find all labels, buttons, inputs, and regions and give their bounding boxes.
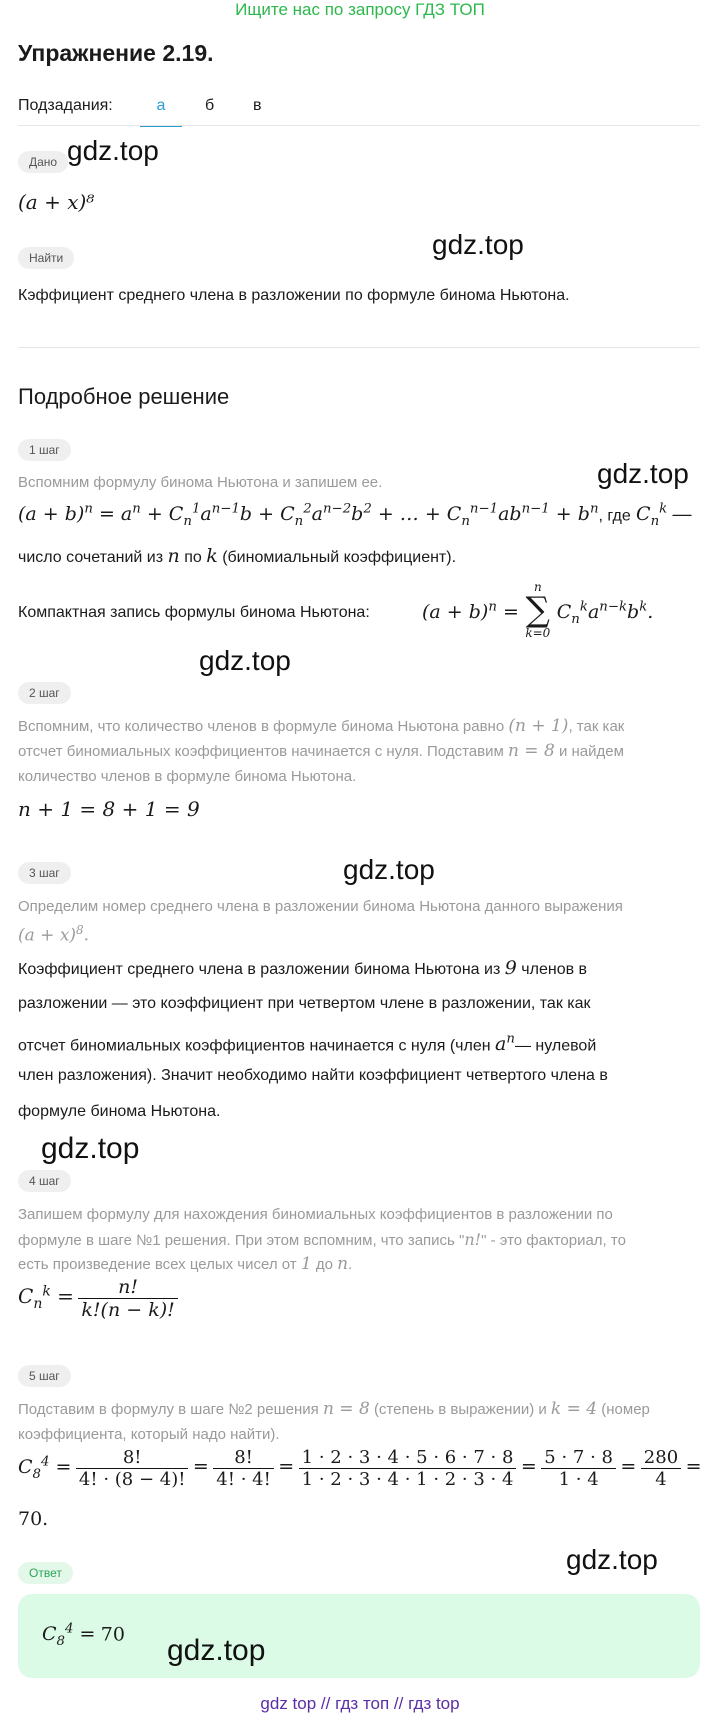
step2-line3: количество членов в формуле бинома Ньютона.: [18, 768, 357, 785]
compact-formula: $(a + b)^n$ = n ∑ k=0 $C_n^ka^{n-k}b^k$.: [422, 580, 654, 640]
section-divider: [18, 347, 700, 348]
where-word: , где: [598, 507, 631, 525]
step4-line1: Запишем формулу для нахождения биномиальных коэффициентов в разложении по: [18, 1206, 613, 1223]
step5-calculation: $C_8^4$ = $\frac{8!}{4! \cdot (8 - 4)!}$ = $\frac{8!}{4! \cdot 4!}$ = $\frac{1 \cdot 2 \cdot 3 \cdot 4 \cdot 5 \cdot 6 \cdot 7 \cdot 8}{1 \cdot 2 \cdot 3 \cdot 4 \cdot 1 \cdot 2 \cdot 3 \cdot 4}$ = $\frac{5 \cdot 7 \cdot 8}{1 \cdot 4}$ = $\frac{280}{4}$ =: [18, 1447, 702, 1490]
watermark: gdz.top: [167, 1634, 266, 1667]
subtasks-divider: [18, 125, 700, 126]
binomial-formula: $(a + b)^n = a^n + C_n^1a^{n-1}b + C_n^2a^{n-2}b^2$ + … + $C_n^{n-1}ab^{n-1} + b^n$, где $C_n^k$ —: [18, 502, 692, 530]
step1-intro: Вспомним формулу бинома Ньютона и запишем ее.: [18, 474, 383, 491]
step2-calc: n + 1 = 8 + 1 = 9: [18, 797, 200, 821]
search-banner: Ищите нас по запросу ГДЗ ТОП: [235, 0, 485, 19]
step3-p5: формуле бинома Ньютона.: [18, 1103, 221, 1120]
step4-line3a: есть произведение всех целых чисел от: [18, 1256, 297, 1273]
step2-line2a: отсчет биномиальных коэффициентов начинается с нуля. Подставим: [18, 743, 504, 760]
step3-p3: отсчет биномиальных коэффициентов начинается с нуля (член $a^n—$ нулевой: [18, 1032, 597, 1056]
step2-chip: 2 шаг: [18, 682, 71, 704]
solution-title: Подробное решение: [18, 384, 230, 409]
step1-tail-c: (биномиальный коэффициент).: [222, 549, 457, 566]
step4-line3: есть произведение всех целых чисел от 1 до n.: [18, 1254, 353, 1274]
watermark: gdz.top: [432, 229, 524, 260]
tab-v[interactable]: в: [253, 97, 262, 114]
step1-tail: число сочетаний из n по k (биномиальный коэффициент).: [18, 545, 457, 567]
watermark: gdz.top: [343, 854, 435, 885]
answer-formula: $C_8^4 = 70$: [42, 1622, 125, 1650]
step5-line2: коэффициента, который надо найти).: [18, 1426, 280, 1443]
page-title: Упражнение 2.19.: [18, 40, 214, 66]
step4-line2a: формуле в шаге №1 решения. При этом вспомним, что запись ": [18, 1232, 465, 1249]
watermark: gdz.top: [597, 458, 689, 489]
tab-a[interactable]: а: [140, 97, 182, 127]
step3-intro: Определим номер среднего члена в разложении бинома Ньютона данного выражения: [18, 898, 623, 915]
step3-expr: $(a + x)^8$.: [18, 923, 90, 946]
step4-line3b: до: [315, 1256, 333, 1273]
answer-chip: Ответ: [18, 1562, 73, 1584]
step4-chip: 4 шаг: [18, 1170, 71, 1192]
tab-b[interactable]: б: [205, 97, 215, 114]
compact-label: Компактная запись формулы бинома Ньютона:: [18, 604, 370, 621]
subtasks-label: Подзадания:: [18, 97, 113, 114]
step4-line2: формуле в шаге №1 решения. При этом вспомним, что запись "n!" - это факториал, то: [18, 1230, 626, 1249]
watermark: gdz.top: [566, 1544, 658, 1575]
step5-chip: 5 шаг: [18, 1365, 71, 1387]
step5-line1b: (степень в выражении) и: [373, 1401, 547, 1418]
step2-line1b: , так как: [568, 718, 625, 735]
step2-line2: отсчет биномиальных коэффициентов начинается с нуля. Подставим n = 8 и найдем: [18, 741, 624, 761]
step1-tail-b: по: [184, 549, 202, 566]
given-chip: Дано: [18, 151, 68, 173]
step3-p2: разложении — это коэффициент при четвертом члене в разложении, так как: [18, 995, 591, 1012]
find-chip: Найти: [18, 247, 74, 269]
step5-result: 70.: [18, 1508, 49, 1530]
step3-p4: член разложения). Значит необходимо найти коэффициент четвертого члена в: [18, 1067, 608, 1084]
step3-p3a: отсчет биномиальных коэффициентов начинается с нуля (член: [18, 1037, 491, 1055]
watermark: gdz.top: [67, 135, 159, 166]
footer-links[interactable]: gdz top // гдз топ // гдз top: [260, 1694, 460, 1713]
step5-line1: Подставим в формулу в шаге №2 решения n = 8 (степень в выражении) и k = 4 (номер: [18, 1399, 650, 1419]
combination-formula: $C_n^k$ = $\frac{n!}{k!(n - k)!}$: [18, 1276, 178, 1321]
answer-value: 70: [100, 1623, 125, 1646]
step3-p1a: Коэффициент среднего члена в разложении бинома Ньютона из: [18, 961, 501, 978]
step5-line1c: (номер: [601, 1401, 650, 1418]
step1-chip: 1 шаг: [18, 439, 71, 461]
step2-line1: Вспомним, что количество членов в формуле бинома Ньютона равно (n + 1), так как: [18, 716, 625, 736]
step4-line2b: " - это факториал, то: [481, 1232, 626, 1249]
step3-chip: 3 шаг: [18, 862, 71, 884]
step1-tail-a: число сочетаний из: [18, 549, 164, 566]
given-expression: (a + x)⁸: [18, 190, 95, 214]
watermark: gdz.top: [199, 645, 291, 676]
watermark: gdz.top: [41, 1132, 140, 1165]
step5-line1a: Подставим в формулу в шаге №2 решения: [18, 1401, 319, 1418]
step3-p3b: — нулевой: [514, 1037, 597, 1055]
step2-line2b: и найдем: [558, 743, 624, 760]
step3-p1: Коэффициент среднего члена в разложении бинома Ньютона из 9 членов в: [18, 957, 588, 979]
find-text: Кэффициент среднего члена в разложении по формуле бинома Ньютона.: [18, 287, 570, 304]
step3-p1b: членов в: [521, 961, 588, 978]
step2-line1a: Вспомним, что количество членов в формуле бинома Ньютона равно: [18, 718, 505, 735]
